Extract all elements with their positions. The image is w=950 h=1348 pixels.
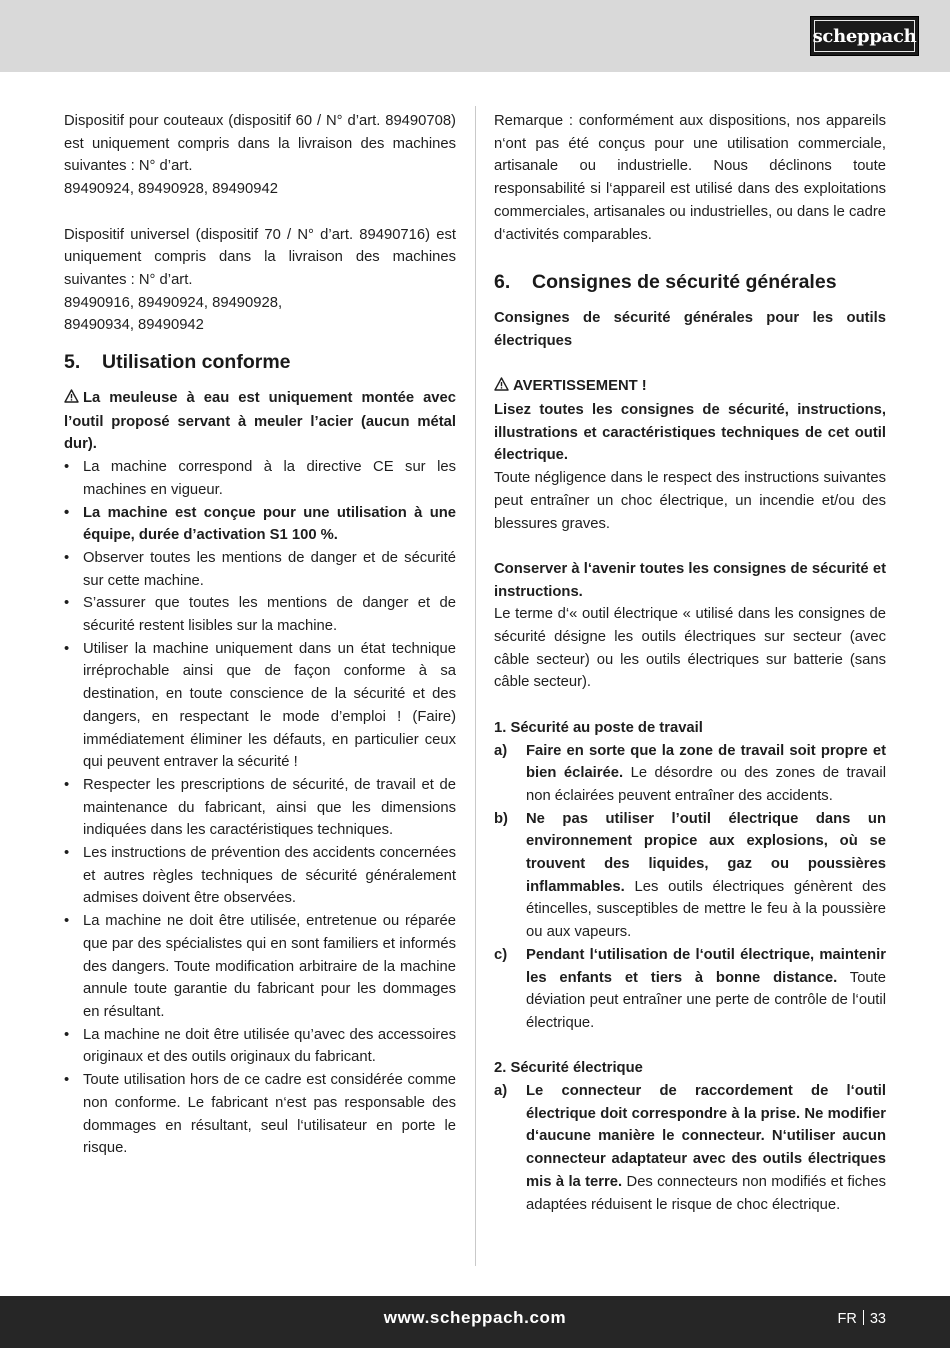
intended-use-list	[64, 456, 456, 1160]
list-item: • S’assurer que toutes les mentions de danger et de sécurité restent lisibles sur la machine.	[64, 592, 456, 637]
list-item	[494, 740, 886, 808]
footer-website-link[interactable]: www.scheppach.com	[383, 1308, 567, 1327]
list-item: • Toute utilisation hors de ce cadre est considérée comme non conforme. Le fabricant n‘est pas responsable des dommages en résultant, seul l‘utilisateur en porte le risque.	[64, 1069, 456, 1160]
list-item: • Les instructions de prévention des accidents concernées et autres règles techniques de sécurité généralement admises doivent être observées.	[64, 842, 456, 910]
knife-device-article-numbers: 89490924, 89490928, 89490942	[64, 181, 278, 198]
left-column	[64, 110, 456, 1160]
list-item-text: Des connecteurs non modifiés et fiches adaptées réduisent le risque de choc électrique.	[526, 1173, 886, 1213]
keep-instructions-text: Le terme d‘« outil électrique « utilisé dans les consignes de sécurité désigne les outils électriques sur secteur (avec câble secteur) ou les outils électriques sur batterie (sans câble secteur).	[494, 606, 886, 691]
page-indicator	[838, 1310, 886, 1327]
list-item: • La machine est conçue pour une utilisation à une équipe, durée d’activation S1 100 %.	[64, 502, 456, 547]
warning-triangle-icon	[494, 376, 509, 399]
list-marker: c)	[494, 946, 508, 963]
warning-label-text: AVERTISSEMENT !	[513, 378, 647, 395]
separator	[863, 1310, 864, 1325]
list-item: • Utiliser la machine uniquement dans un état technique irréprochable ainsi que de façon conforme à sa destination, en toute conscience de la sécurité et des dangers, en respectant le mode d’emploi ! (Faire) immédiatement éliminer les défauts, en particulier ceux qui peuvent entraver la sécurité !	[64, 638, 456, 774]
warning-label	[494, 375, 886, 399]
list-item-bold: Pendant l‘utilisation de l‘outil électrique, maintenir les enfants et tiers à bonne distance.	[526, 946, 886, 986]
column-divider	[475, 106, 476, 1266]
warning-triangle-icon	[64, 388, 79, 411]
electrical-safety-title: 2. Sécurité électrique	[494, 1060, 643, 1077]
list-item-bold: Ne pas utiliser l’outil électrique dans un environnement propice aux explosions, où se trouvent des liquides, gaz ou poussières inflammables.	[526, 810, 886, 895]
keep-instructions-heading: Conserver à l‘avenir toutes les consignes de sécurité et instructions.	[494, 560, 886, 600]
list-item	[494, 808, 886, 944]
list-item: • Respecter les prescriptions de sécurité, de travail et de maintenance du fabricant, ainsi que les dimensions indiquées dans les caractéristiques techniques.	[64, 774, 456, 842]
universal-device-article-numbers-2: 89490934, 89490942	[64, 317, 204, 334]
section-5-title: Utilisation conforme	[102, 351, 291, 374]
list-item-text: Le désordre ou des zones de travail non éclairées peuvent entraîner des accidents.	[526, 765, 886, 804]
section-5-heading	[64, 348, 456, 376]
list-marker: a)	[494, 1083, 508, 1100]
section-5-number: 5.	[64, 351, 81, 374]
safety-subheading: Consignes de sécurité générales pour les outils électriques	[494, 310, 886, 349]
list-item-text: Toute déviation peut entraîner une perte de contrôle de l‘outil électrique.	[526, 969, 886, 1031]
list-item-text: Les outils électriques génèrent des étincelles, susceptibles de mettre le feu à la poussière ou aux vapeurs.	[526, 878, 886, 941]
list-item-bold: Faire en sorte que la zone de travail soit propre et bien éclairée.	[526, 742, 886, 782]
footer-bar	[0, 1296, 950, 1348]
list-item-bold: Le connecteur de raccordement de l‘outil électrique doit correspondre à la prise. Ne modifier d‘aucune manière le connecteur. N‘utiliser aucun connecteur adaptateur avec des outils électriques mis à la terre.	[526, 1083, 886, 1190]
warning-text: Toute négligence dans le respect des instructions suivantes peut entraîner un choc électrique, un incendie et/ou des blessures graves.	[494, 470, 886, 532]
list-item: • La machine ne doit être utilisée qu’avec des accessoires originaux et des outils originaux du fabricant.	[64, 1024, 456, 1069]
language-code: FR	[837, 1311, 857, 1327]
right-column	[494, 110, 886, 1216]
universal-device-paragraph: Dispositif universel (dispositif 70 / N° d’art. 89490716) est uniquement compris dans la livraison des machines suivantes : N° d’art.	[64, 226, 456, 288]
section-6-number: 6.	[494, 271, 511, 294]
section-6-title: Consignes de sécurité générales	[532, 271, 837, 294]
section-6-heading	[494, 268, 886, 296]
universal-device-article-numbers-1: 89490916, 89490924, 89490928,	[64, 294, 283, 311]
brand-logo	[810, 16, 919, 56]
list-item: • La machine ne doit être utilisée, entretenue ou réparée que par des spécialistes qui en sont familiers et informés des dangers. Toute modification arbitraire de la machine annule toute garantie du fabricant pour les dommages en résultant.	[64, 910, 456, 1024]
list-item: • Observer toutes les mentions de danger et de sécurité sur cette machine.	[64, 547, 456, 592]
list-marker: a)	[494, 742, 508, 759]
warning-bold-text: Lisez toutes les consignes de sécurité, instructions, illustrations et caractéristiques techniques de cet outil électrique.	[494, 402, 886, 464]
header-bar	[0, 0, 950, 72]
list-marker: b)	[494, 810, 508, 827]
brand-logo-text: scheppach	[814, 20, 915, 52]
knife-device-paragraph: Dispositif pour couteaux (dispositif 60 / N° d’art. 89490708) est uniquement compris dans la livraison des machines suivantes : N° d’art.	[64, 113, 456, 175]
list-item: • La machine correspond à la directive CE sur les machines en vigueur.	[64, 456, 456, 501]
list-item	[494, 944, 886, 1035]
intended-use-warning-text: La meuleuse à eau est uniquement montée avec l’outil proposé servant à meuler l’acier (aucun métal dur).	[64, 390, 456, 453]
intended-use-warning	[64, 387, 456, 456]
list-item	[494, 1080, 886, 1216]
workplace-safety-title: 1. Sécurité au poste de travail	[494, 719, 703, 736]
page-number: 33	[869, 1311, 886, 1327]
remark-paragraph: Remarque : conformément aux dispositions, nos appareils n‘ont pas été conçus pour une utilisation commerciale, artisanale ou industrielle. Nous déclinons toute responsabilité si l‘appareil est utilisé dans des exploitations commerciales, artisanales ou industrielles, ou dans le cadre d‘activités comparables.	[494, 113, 886, 243]
